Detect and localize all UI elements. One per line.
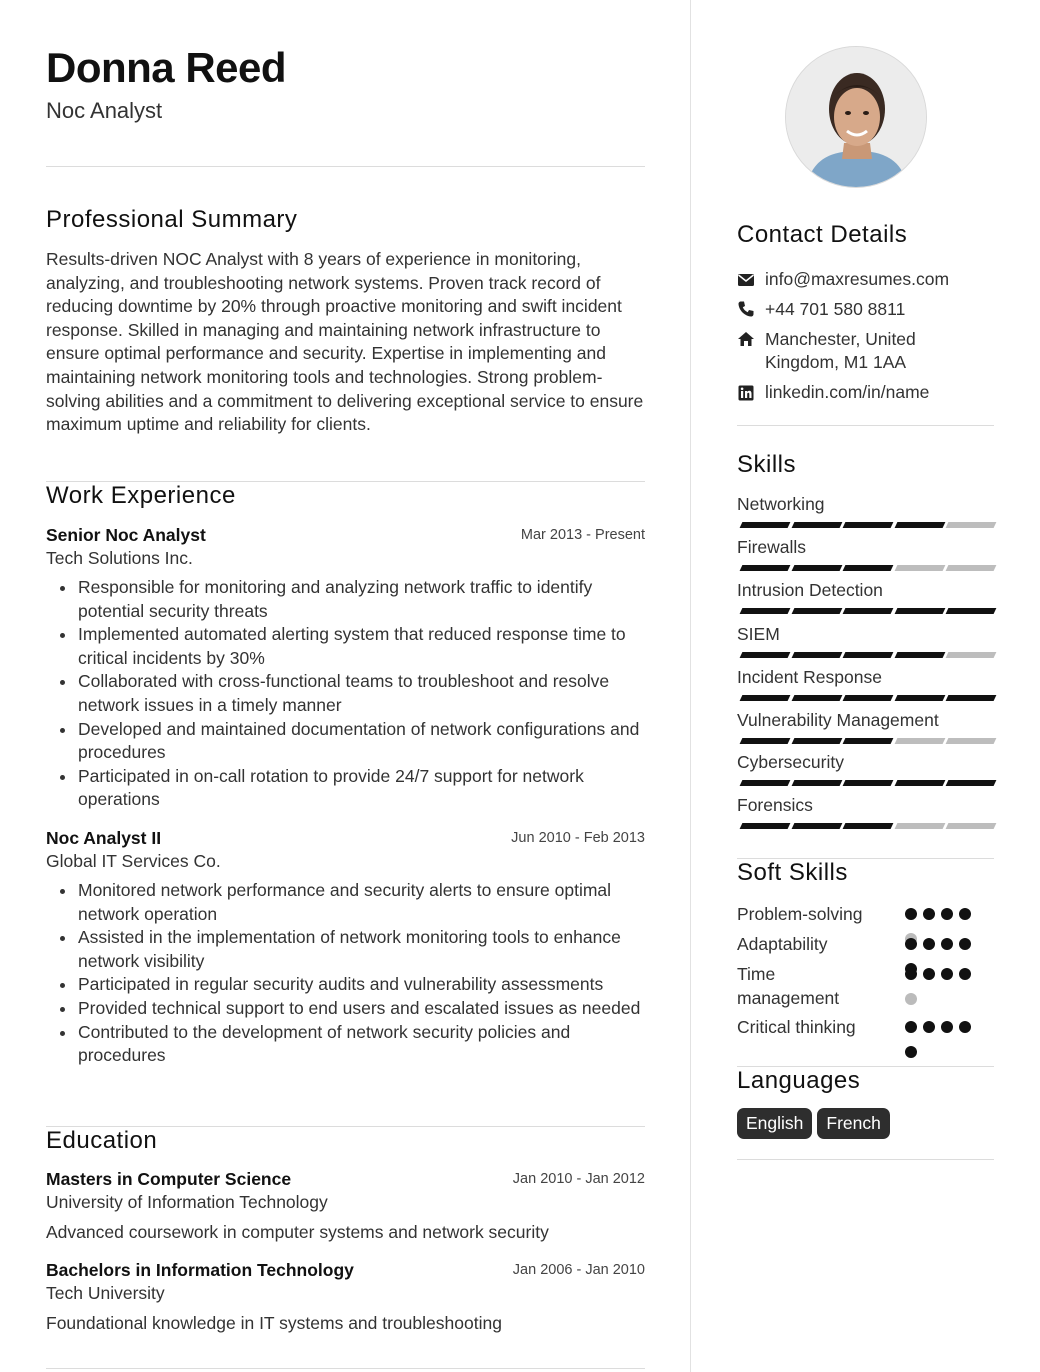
experience-heading: Work Experience (46, 482, 236, 509)
rating-dot-filled (941, 938, 953, 950)
school-name: Tech University (46, 1283, 165, 1303)
degree-title: Bachelors in Information Technology (46, 1260, 354, 1280)
skill-level-segment-filled (843, 522, 894, 528)
skill-name: Cybersecurity (737, 752, 844, 772)
languages-divider (737, 1159, 994, 1160)
skill-item (737, 494, 994, 515)
linkedin-text: linkedin.com/in/name (765, 382, 930, 402)
skill-level-segment-filled (791, 695, 842, 701)
skill-level-bar (738, 780, 993, 786)
job-dates: Mar 2013 - Present (520, 527, 645, 543)
skill-level-segment-filled (843, 738, 894, 744)
education-dates: Jan 2006 - Jan 2010 (512, 1262, 645, 1278)
skill-level-segment-empty (894, 738, 945, 744)
column-divider (690, 0, 691, 1372)
skill-level-segment-filled (894, 652, 945, 658)
skill-level-segment-filled (740, 565, 791, 571)
skill-level-bar (738, 695, 993, 701)
skill-level-segment-filled (791, 522, 842, 528)
rating-dot-filled (959, 938, 971, 950)
skill-item (737, 710, 994, 731)
skill-name: Firewalls (737, 537, 807, 557)
skill-level-segment-empty (946, 652, 997, 658)
skill-name: Forensics (737, 795, 813, 815)
contact-divider (737, 425, 994, 426)
contact-heading: Contact Details (737, 221, 908, 248)
rating-dot-filled (959, 968, 971, 980)
phone-icon (737, 300, 755, 318)
skill-level-segment-filled (946, 608, 997, 614)
job-company: Global IT Services Co. (46, 851, 221, 871)
skill-level-segment-filled (740, 652, 791, 658)
soft-skill-name-line: Time (737, 964, 776, 984)
rating-dot-filled (923, 908, 935, 920)
rating-dot-filled (959, 1021, 971, 1033)
education-dates: Jan 2010 - Jan 2012 (512, 1171, 645, 1187)
skills-heading: Skills (737, 451, 797, 478)
soft-skill-name-line: Critical thinking (737, 1017, 856, 1037)
soft-skill-name-line: Problem-solving (737, 904, 863, 924)
skill-level-segment-filled (740, 695, 791, 701)
rating-dot-filled (905, 938, 917, 950)
job-dates: Jun 2010 - Feb 2013 (511, 830, 645, 846)
skill-level-segment-filled (740, 780, 791, 786)
phone-text: +44 701 580 8811 (765, 299, 906, 319)
home-icon (737, 330, 755, 348)
rating-dot-filled (905, 968, 917, 980)
education-heading: Education (46, 1127, 158, 1154)
skill-level-segment-filled (843, 823, 894, 829)
skill-level-bar (738, 565, 993, 571)
job-bullets (46, 576, 645, 812)
skill-name: Vulnerability Management (737, 710, 939, 730)
envelope-icon (737, 271, 755, 289)
languages-list (737, 1108, 895, 1139)
job-entry (46, 828, 645, 1068)
degree-title: Masters in Computer Science (46, 1169, 292, 1189)
rating-dot-filled (905, 1046, 917, 1058)
skill-level-segment-filled (894, 608, 945, 614)
education-divider (46, 1368, 645, 1369)
skill-level-segment-filled (843, 780, 894, 786)
skill-item (737, 752, 994, 773)
skill-name: Incident Response (737, 667, 882, 687)
skill-item (737, 624, 994, 645)
skill-level-segment-empty (946, 522, 997, 528)
job-bullets (46, 879, 645, 1068)
job-bullet: Collaborated with cross-functional teams to troubleshoot and resolve network issues in a timely manner (46, 670, 645, 717)
job-bullet: Contributed to the development of network security policies and procedures (46, 1021, 645, 1068)
rating-dot-filled (923, 1021, 935, 1033)
skill-level-segment-empty (946, 823, 997, 829)
address-line-1: Manchester, United (765, 329, 916, 349)
skill-item (737, 537, 994, 558)
soft-skill-name (737, 902, 887, 926)
skill-item (737, 580, 994, 601)
skill-name: Intrusion Detection (737, 580, 883, 600)
skill-level-segment-empty (946, 738, 997, 744)
job-bullet: Assisted in the implementation of network monitoring tools to enhance network visibility (46, 926, 645, 973)
language-tag: French (817, 1108, 889, 1139)
education-description: Advanced coursework in computer systems and network security (46, 1222, 549, 1242)
skill-level-segment-filled (843, 565, 894, 571)
job-title: Senior Noc Analyst (46, 525, 206, 545)
job-entry (46, 525, 645, 812)
skill-level-segment-filled (791, 608, 842, 614)
profile-photo (785, 46, 927, 188)
skill-level-segment-filled (791, 565, 842, 571)
job-bullet: Implemented automated alerting system that reduced response time to critical incidents by 30% (46, 623, 645, 670)
skill-level-segment-filled (791, 780, 842, 786)
skill-level-segment-empty (894, 565, 945, 571)
rating-dot-filled (923, 938, 935, 950)
rating-dot-filled (941, 1021, 953, 1033)
skill-level-bar (738, 823, 993, 829)
job-bullet: Provided technical support to end users and escalated issues as needed (46, 997, 645, 1021)
education-entry (46, 1169, 645, 1243)
job-bullet: Responsible for monitoring and analyzing network traffic to identify potential security threats (46, 576, 645, 623)
skill-level-bar (738, 608, 993, 614)
skill-level-segment-filled (740, 522, 791, 528)
skill-level-segment-filled (946, 695, 997, 701)
skill-level-segment-empty (894, 823, 945, 829)
job-bullet: Monitored network performance and security alerts to ensure optimal network operation (46, 879, 645, 926)
job-title: Noc Analyst II (46, 828, 162, 848)
skill-name: Networking (737, 494, 825, 514)
skill-level-segment-filled (791, 652, 842, 658)
skill-level-segment-filled (843, 652, 894, 658)
job-bullet: Participated in on-call rotation to provide 24/7 support for network operations (46, 765, 645, 812)
summary-text: Results-driven NOC Analyst with 8 years of experience in monitoring, analyzing, and troubleshooting network systems. Proven track record of reducing downtime by 20% through proactive monitoring and swift incident response. Skilled in managing and maintaining network infrastructure to ensure optimal performance and security. Expertise in implementing and maintaining network monitoring tools and technologies. Strong problem-solving abilities and a commitment to delivering exceptional service to ensure maximum uptime and reliability for clients. (46, 249, 644, 435)
candidate-name: Donna Reed (46, 44, 287, 91)
skill-level-segment-filled (740, 738, 791, 744)
language-tag: English (737, 1108, 812, 1139)
soft-skill-name-line: Adaptability (737, 934, 828, 954)
rating-dot-filled (905, 908, 917, 920)
job-bullet: Participated in regular security audits and vulnerability assessments (46, 973, 645, 997)
rating-dot-filled (941, 908, 953, 920)
candidate-title: Noc Analyst (46, 98, 163, 123)
rating-dot-filled (959, 908, 971, 920)
linkedin-icon (737, 384, 755, 402)
education-description: Foundational knowledge in IT systems and troubleshooting (46, 1313, 502, 1333)
skill-level-bar (738, 652, 993, 658)
job-company: Tech Solutions Inc. (46, 548, 193, 568)
soft-skill-name (737, 962, 887, 1010)
job-bullet: Developed and maintained documentation of network configurations and procedures (46, 718, 645, 765)
skill-level-segment-filled (894, 780, 945, 786)
skill-level-segment-filled (791, 823, 842, 829)
summary-heading: Professional Summary (46, 206, 298, 233)
email-text: info@maxresumes.com (765, 269, 950, 289)
soft-skill-name (737, 932, 887, 956)
skill-level-segment-filled (843, 608, 894, 614)
rating-dot-empty (905, 993, 917, 1005)
skill-item (737, 795, 994, 816)
rating-dot-filled (905, 1021, 917, 1033)
skill-level-segment-filled (894, 695, 945, 701)
rating-dot-filled (923, 968, 935, 980)
address-line-2: Kingdom, M1 1AA (765, 352, 907, 372)
soft-skill-name (737, 1015, 887, 1039)
skill-level-segment-filled (740, 608, 791, 614)
rating-dot-filled (941, 968, 953, 980)
skill-level-bar (738, 522, 993, 528)
soft-skills-heading: Soft Skills (737, 859, 848, 886)
skill-level-segment-empty (946, 565, 997, 571)
skill-level-segment-filled (946, 780, 997, 786)
education-entry (46, 1260, 645, 1334)
skill-level-segment-filled (894, 522, 945, 528)
skill-level-bar (738, 738, 993, 744)
school-name: University of Information Technology (46, 1192, 328, 1212)
header-divider (46, 166, 645, 167)
skill-name: SIEM (737, 624, 780, 644)
skill-level-segment-filled (740, 823, 791, 829)
soft-skill-name-line: management (737, 988, 840, 1008)
skill-level-segment-filled (843, 695, 894, 701)
languages-heading: Languages (737, 1067, 861, 1094)
skill-item (737, 667, 994, 688)
skill-level-segment-filled (791, 738, 842, 744)
